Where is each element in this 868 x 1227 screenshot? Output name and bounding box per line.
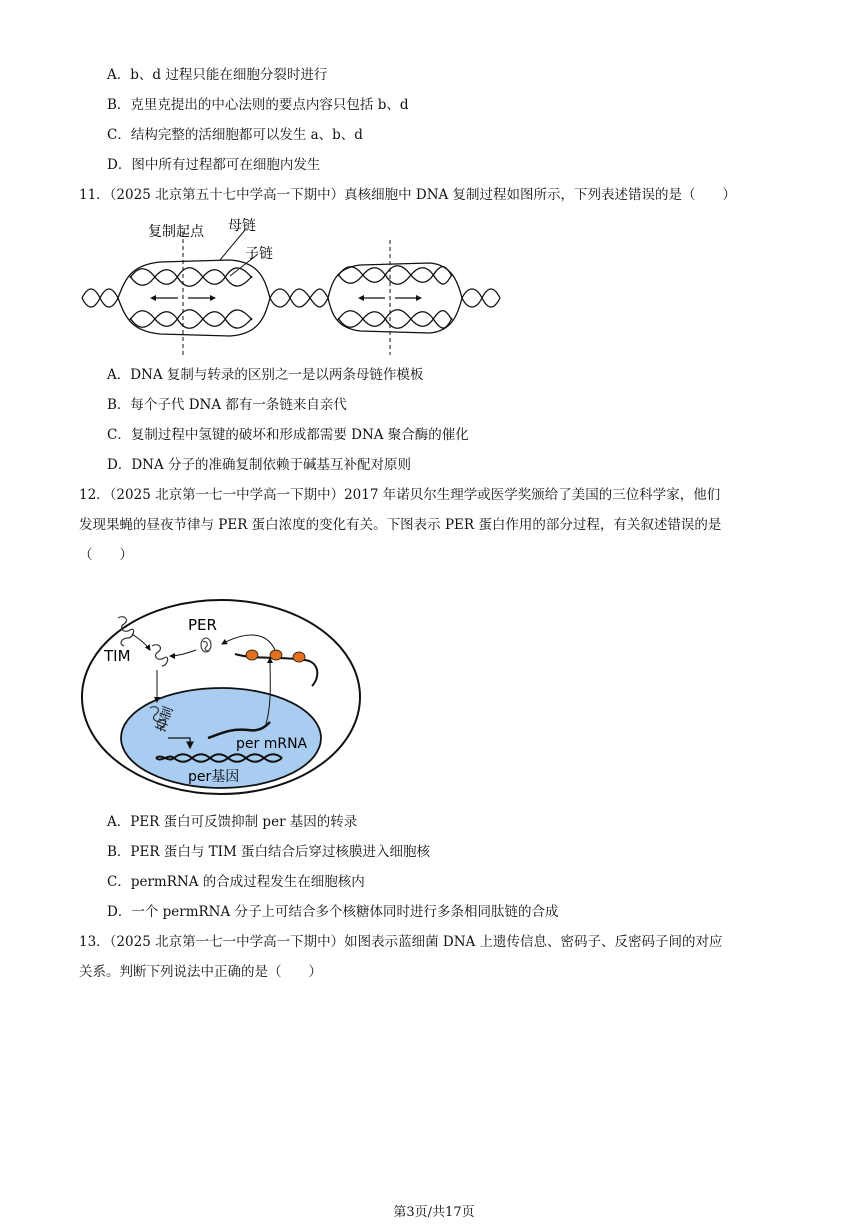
q12-option-c: C．permRNA 的合成过程发生在细胞核内 bbox=[107, 874, 365, 890]
q11-stem: 11．（2025 北京第五十七中学高一下期中）真核细胞中 DNA 复制过程如图所示，下列表述错误的是（ ） bbox=[79, 187, 737, 203]
q12-stem-line1: 12．（2025 北京第一七一中学高一下期中）2017 年诺贝尔生理学或医学奖颁给了美国的三位科学家，他们 bbox=[79, 487, 721, 503]
q12-stem-line2: 发现果蝇的昼夜节律与 PER 蛋白浓度的变化有关。下图表示 PER 蛋白作用的部分过程，有关叙述错误的是 bbox=[79, 517, 722, 533]
parent-strand-label: 母链 bbox=[228, 218, 256, 234]
q12-option-b: B．PER 蛋白与 TIM 蛋白结合后穿过核膜进入细胞核 bbox=[107, 844, 431, 860]
q11-option-d: D．DNA 分子的准确复制依赖于碱基互补配对原则 bbox=[107, 457, 411, 473]
q11-option-a: A．DNA 复制与转录的区别之一是以两条母链作模板 bbox=[107, 367, 424, 383]
per-protein-figure bbox=[80, 598, 362, 798]
dna-replication-figure bbox=[80, 210, 505, 360]
q10-option-d: D．图中所有过程都可在细胞内发生 bbox=[107, 157, 321, 173]
q11-option-c: C．复制过程中氢键的破坏和形成都需要 DNA 聚合酶的催化 bbox=[107, 427, 469, 443]
q12-stem-line3: （ ） bbox=[79, 547, 133, 563]
gene-label: per基因 bbox=[188, 769, 240, 785]
page-footer: 第3页/共17页 bbox=[393, 1205, 475, 1220]
per-label: PER bbox=[188, 616, 217, 634]
q10-option-a: A．b、d 过程只能在细胞分裂时进行 bbox=[107, 67, 328, 83]
q12-option-d: D．一个 permRNA 分子上可结合多个核糖体同时进行多条相同肽链的合成 bbox=[107, 904, 559, 920]
q13-stem-line2: 关系。判断下列说法中正确的是（ ） bbox=[79, 964, 322, 980]
q13-stem-line1: 13．（2025 北京第一七一中学高一下期中）如图表示蓝细菌 DNA 上遗传信息、密码子、反密码子间的对应 bbox=[79, 934, 723, 950]
origin-label: 复制起点 bbox=[148, 224, 204, 240]
tim-label: TIM bbox=[104, 647, 131, 665]
inhibit-label: 抑制 bbox=[153, 704, 177, 735]
daughter-strand-label: 子链 bbox=[245, 246, 273, 262]
q10-option-c: C．结构完整的活细胞都可以发生 a、b、d bbox=[107, 127, 363, 143]
q10-option-b: B．克里克提出的中心法则的要点内容只包括 b、d bbox=[107, 97, 409, 113]
q11-option-b: B．每个子代 DNA 都有一条链来自亲代 bbox=[107, 397, 347, 413]
q12-option-a: A．PER 蛋白可反馈抑制 per 基因的转录 bbox=[107, 814, 358, 830]
mrna-label: per mRNA bbox=[236, 736, 308, 752]
